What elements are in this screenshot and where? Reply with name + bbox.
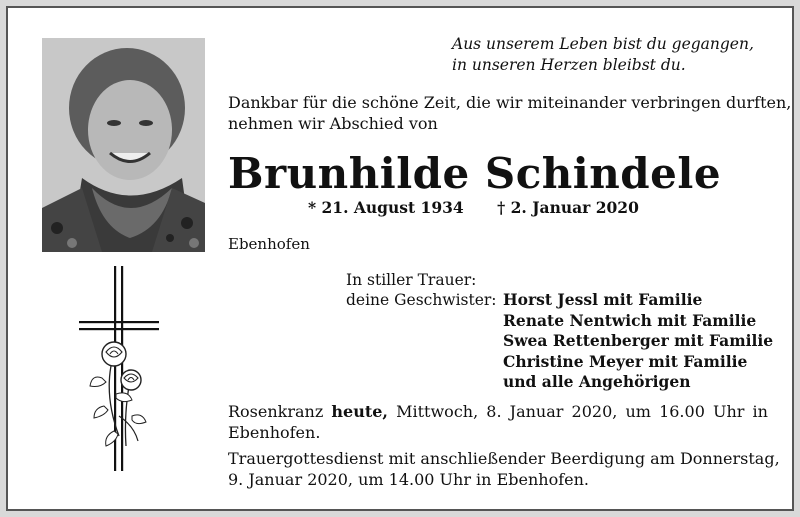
intro-line-1: Dankbar für die schöne Zeit, die wir miteinander verbringen durften,: [228, 93, 792, 112]
family-member: Horst Jessl mit Familie: [503, 290, 703, 309]
relation-label: deine Geschwister:: [346, 291, 497, 309]
rosary-details: Mittwoch, 8. Januar 2020, um 16.00 Uhr in Ebenhofen.: [228, 402, 768, 442]
portrait-image: [42, 38, 205, 252]
family-member: Swea Rettenberger mit Familie: [503, 331, 774, 350]
family-member: und alle Angehörigen: [503, 372, 691, 391]
service-line-1: Trauergottesdienst mit anschließender Beerdigung am Donnerstag,: [228, 449, 780, 468]
intro-text: [228, 92, 792, 134]
mourning-heading: In stiller Trauer:: [346, 271, 477, 289]
memorial-verse-line-1: Aus unserem Leben bist du gegangen,: [452, 35, 754, 53]
family-member: Christine Meyer mit Familie: [503, 351, 748, 371]
family-member: Renate Nentwich mit Familie: [503, 310, 757, 330]
deceased-name: Brunhilde Schindele: [228, 149, 722, 198]
intro-line-2: nehmen wir Abschied von: [228, 114, 438, 133]
death-date: † 2. Januar 2020: [497, 198, 639, 217]
rosary-highlight: heute,: [331, 402, 388, 421]
birth-date: * 21. August 1934: [308, 198, 464, 217]
memorial-verse: [452, 34, 772, 76]
memorial-verse-line-2: in unseren Herzen bleibst du.: [452, 56, 686, 74]
life-dates: [308, 198, 667, 217]
rosary-notice: [228, 401, 768, 443]
funeral-service-notice: [228, 448, 780, 490]
hometown: Ebenhofen: [228, 235, 310, 253]
cross-drawing: [74, 266, 164, 476]
service-line-2: 9. Januar 2020, um 14.00 Uhr in Ebenhofen.: [228, 470, 589, 489]
obituary-card: [6, 6, 794, 511]
rosary-prefix: Rosenkranz: [228, 402, 324, 421]
family-list: [503, 290, 773, 393]
portrait-photo: [42, 38, 205, 252]
cross-with-roses-icon: [74, 266, 164, 480]
